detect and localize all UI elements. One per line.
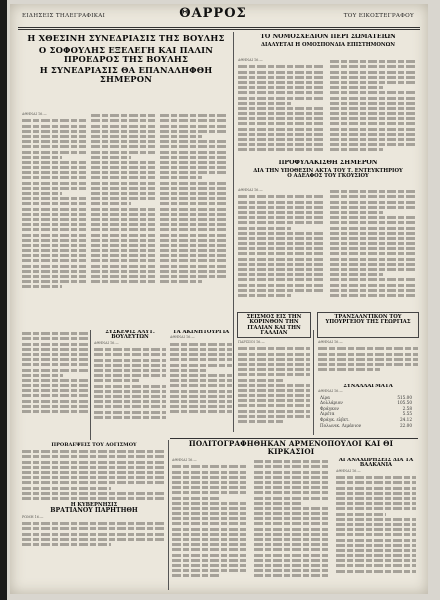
rate-value: 2.58 bbox=[402, 405, 412, 411]
column-rule bbox=[168, 440, 169, 590]
headline: Η ΚΥΒΕΡΝΗΣΙΣ bbox=[70, 501, 118, 508]
dateline: ΑΘΗΝΑΙ 16.— bbox=[170, 335, 195, 340]
dateline: ΑΘΗΝΑΙ 16.— bbox=[318, 389, 343, 394]
dateline: ΑΘΗΝΑΙ 16.— bbox=[318, 340, 343, 344]
rate-value: 22.00 bbox=[400, 422, 412, 428]
right-mid-headline bbox=[238, 160, 418, 186]
right-mid-column bbox=[238, 188, 324, 308]
boxed-headline bbox=[317, 312, 419, 338]
binding-edge bbox=[0, 0, 7, 600]
masthead-rule-2 bbox=[18, 29, 420, 30]
subheadline: ΔΙΑΛΥΕΤΑΙ Η ΟΜΟΣΠΟΝΔΙΑ ΕΠΙΣΤΗΜΟΝΩΝ bbox=[261, 41, 395, 48]
lower-left-block bbox=[22, 440, 166, 590]
column-rule bbox=[233, 32, 234, 432]
right-lower-column bbox=[238, 340, 310, 432]
rate-label: Φράγκ. ελβετ. bbox=[320, 417, 350, 423]
rate-value: 105.50 bbox=[397, 400, 412, 406]
small-mid-story bbox=[170, 330, 232, 435]
column-rule bbox=[313, 330, 314, 435]
headline: ΤΡΑΝΣΑΛΝΤΙΚΟΝ ΤΟΥ ΥΠΟΥΡΓΕΙΟΥ ΤΗΣ ΓΕΩΡΓΙΑΣ bbox=[325, 314, 411, 326]
subheadline: Ο ΑΔΕΛΦΟΣ ΤΟΥ ΓΚΟΥΣΙΟΥ bbox=[287, 172, 369, 179]
dateline: ΑΘΗΝΑΙ 16.— bbox=[238, 58, 263, 62]
column-rule bbox=[90, 330, 91, 440]
small-right-story bbox=[336, 458, 416, 590]
bottom-story-column bbox=[172, 458, 248, 590]
dateline: ΠΑΡΙΣΙΟΙ 16.— bbox=[238, 340, 265, 344]
right-mid-column bbox=[330, 188, 416, 308]
headline: Η ΧΘΕΣΙΝΗ ΣΥΝΕΔΡΙΑΣΙΣ ΤΗΣ ΒΟΥΛΗΣ bbox=[27, 34, 225, 43]
rate-label: Λιρέτα bbox=[320, 411, 335, 417]
dateline: ΑΘΗΝΑΙ 16.— bbox=[336, 468, 361, 473]
headline: ΣΥΣΚΕΨΙΣ ΑΛΥΤ. ΒΟΥΛΕΥΤΩΝ bbox=[105, 330, 155, 341]
dateline: ΑΘΗΝΑΙ 16.— bbox=[238, 188, 263, 192]
headline: Ο ΣΟΦΟΥΛΗΣ ΕΞΕΛΕΓΗ ΚΑΙ ΠΑΛΙΝ ΠΡΟΕΔΡΟΣ ΤΗΣ ΒΟΥΛΗΣ bbox=[38, 44, 214, 64]
right-top-column bbox=[330, 58, 416, 158]
headline: ΤΟ ΝΟΜΟΣΧΕΔΙΟΝ ΠΕΡΙ ΣΩΜΑΤΕΙΩΝ bbox=[260, 34, 396, 40]
main-story-column bbox=[91, 112, 155, 327]
small-left-story bbox=[94, 330, 166, 435]
right-top-column bbox=[238, 58, 324, 158]
rate-label: Φράγκον bbox=[320, 405, 339, 411]
rate-value: 515.00 bbox=[397, 394, 412, 400]
headline: ΠΡΟΦΥΛΑΚΙΣΘΗ ΣΗΜΕΡΟΝ bbox=[278, 160, 378, 166]
masthead-title: ΘΑΡΡΟΣ bbox=[179, 6, 247, 21]
masthead-rule bbox=[18, 27, 420, 28]
boxed-headline bbox=[237, 312, 311, 338]
right-lower-column bbox=[318, 340, 418, 382]
section-label: ΠΡΟΒΛΕΨΕΙΣ ΤΟΥ ΛΟΓΙΣΜΟΥ bbox=[51, 442, 137, 448]
rate-label: Δολλάριον bbox=[320, 400, 343, 406]
rate-label: Πολωνικ. Λιμάνιον bbox=[320, 422, 362, 428]
headline: ΣΕΙΣΜΟΣ ΕΙΣ ΤΗΝ ΚΟΡΙΝΘΟΝ ΤΗΝ ΙΤΑΛΙΑΝ ΚΑΙ ΤΗΝ ΓΑΛΛΙΑΝ bbox=[246, 314, 302, 337]
letter-column bbox=[22, 330, 88, 435]
headline: ΠΟΛΙΤΟΓΡΑΦΗΘΗΚΑΝ ΑΡΜΕΝΟΠΟΥΛΟΙ ΚΑΙ ΘΙ ΚΙΡΚΑΣΙΟΙ bbox=[188, 439, 394, 456]
headline: ΤΑ ΑΚΙΝΗΤΟΥΡΓΙΑ bbox=[172, 330, 230, 335]
dateline: ΡΩΜΗ 16.— bbox=[22, 514, 44, 519]
masthead-left-label: ΕΙΔΗΣΕΙΣ ΤΗΛΕΓΡΑΦΙΚΑΙ bbox=[22, 13, 106, 19]
headline: ΒΡΑΤΙΑΝΟΥ ΠΑΡΗΤΗΘΗ bbox=[50, 507, 138, 515]
dateline: ΑΘΗΝΑΙ 16.— bbox=[22, 112, 47, 116]
exchange-rates bbox=[318, 384, 418, 434]
bottom-story-column bbox=[254, 458, 330, 590]
subheadline: ΔΙΑ ΤΗΝ ΥΠΟΘΕΣΙΝ ΑΚΤΑ ΤΟΥ Τ. ΕΝΤΕΥΚΤΗΡΙΟΥ bbox=[253, 167, 403, 174]
bottom-story-headline-bar bbox=[170, 440, 412, 454]
main-story-column bbox=[160, 112, 228, 327]
masthead-right-label: ΤΟΥ ΕΙΚΟΣΤΕΓΡΑΦΟΥ bbox=[343, 13, 414, 19]
rates-table bbox=[318, 395, 414, 429]
main-story-headline bbox=[22, 34, 230, 106]
rate-label: Λίρα bbox=[320, 394, 330, 400]
headline: Η ΣΥΝΕΔΡΙΑΣΙΣ ΘΑ ΕΠΑΝΑΛΗΦΘΗ ΣΗΜΕΡΟΝ bbox=[39, 65, 213, 85]
rates-title: ΣΥΝΑΛΛΑΓΜΑΤΑ bbox=[343, 384, 393, 389]
rate-value: 24.12 bbox=[400, 417, 412, 423]
dateline: ΑΘΗΝΑΙ 16.— bbox=[172, 458, 197, 462]
right-top-headline bbox=[238, 34, 418, 54]
rate-value: 5.55 bbox=[402, 411, 412, 417]
rate-row bbox=[318, 423, 414, 429]
main-story-column bbox=[22, 112, 86, 327]
headline: ΑΙ ΑΝΑΧΩΡΗΣΕΙΣ ΔΙΑ ΤΑ ΒΑΛΚΑΝΙΑ bbox=[338, 458, 414, 469]
dateline: ΑΘΗΝΑΙ 16.— bbox=[94, 340, 119, 345]
masthead bbox=[18, 6, 420, 26]
